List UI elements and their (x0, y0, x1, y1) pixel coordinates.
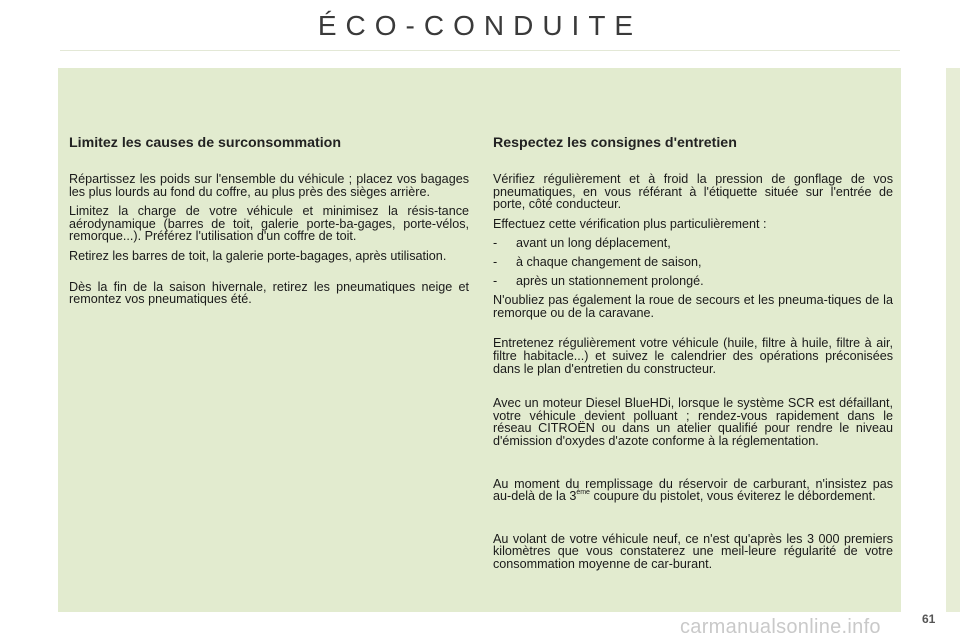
right-paragraph: Au volant de votre véhicule neuf, ce n'est qu'après les 3 000 premiers kilomètres que vous constaterez une meil-leure régularité de votre consommation moyenne de car-burant. (493, 531, 893, 571)
page-title: ÉCO-CONDUITE (317, 10, 643, 41)
watermark: carmanualsonline.info (680, 616, 881, 638)
right-paragraph: Effectuez cette vérification plus particulièrement : (493, 216, 767, 231)
dash-icon: - (493, 236, 498, 251)
left-column (69, 135, 469, 313)
right-paragraph: Vérifiez régulièrement et à froid la pression de gonflage de vos pneumatiques, en vous référant à l'étiquette située sur l'entrée de porte, côté conducteur. (493, 172, 893, 212)
left-paragraph: Répartissez les poids sur l'ensemble du véhicule ; placez vos bagages les plus lourds au fond du coffre, au plus près des sièges arrière. (69, 172, 469, 199)
right-paragraph: Avec un moteur Diesel BlueHDi, lorsque le système SCR est défaillant, votre véhicule devient polluant ; rendez-vous rapidement dans le réseau CITROËN ou dans un atelier qualifié pour rendre le niveau d'émission d'oxydes d'azote conforme à la réglementation. (493, 396, 893, 448)
right-paragraph: Entretenez régulièrement votre véhicule (huile, filtre à huile, filtre à air, filtre habitacle...) et suivez le calendrier des opérations préconisées dans le plan d'entretien du constructeur. (493, 336, 893, 376)
left-paragraph: Limitez la charge de votre véhicule et minimisez la résis-tance aérodynamique (barres de toit, galerie porte-ba-gages, porte-vélos, remorque...). Préférez l'utilisation d'un coffre de toit. (69, 204, 469, 244)
dash-icon: - (493, 254, 498, 269)
right-heading: Respectez les consignes d'entretien (493, 135, 737, 151)
side-tab-strip (946, 68, 960, 612)
right-paragraph: N'oubliez pas également la roue de secours et les pneuma-tiques de la remorque ou de la caravane. (493, 293, 893, 320)
title-divider (60, 50, 900, 51)
right-column (493, 135, 893, 577)
dash-icon: - (493, 273, 498, 288)
list-item: - avant un long déplacement, (493, 236, 671, 251)
list-item: - après un stationnement prolongé. (493, 273, 704, 288)
left-paragraph: Dès la fin de la saison hivernale, retirez les pneumatiques neige et remontez vos pneumatiques été. (69, 279, 469, 307)
page-number: 61 (922, 612, 936, 626)
right-paragraph: Au moment du remplissage du réservoir de carburant, n'insistez pas au-delà de la 3ème coupure du pistolet, vous éviterez le débordement. (493, 476, 893, 504)
left-heading: Limitez les causes de surconsommation (69, 135, 342, 151)
left-paragraph: Retirez les barres de toit, la galerie porte-bagages, après utilisation. (69, 248, 447, 263)
checklist (493, 237, 893, 287)
list-item: - à chaque changement de saison, (493, 254, 702, 269)
